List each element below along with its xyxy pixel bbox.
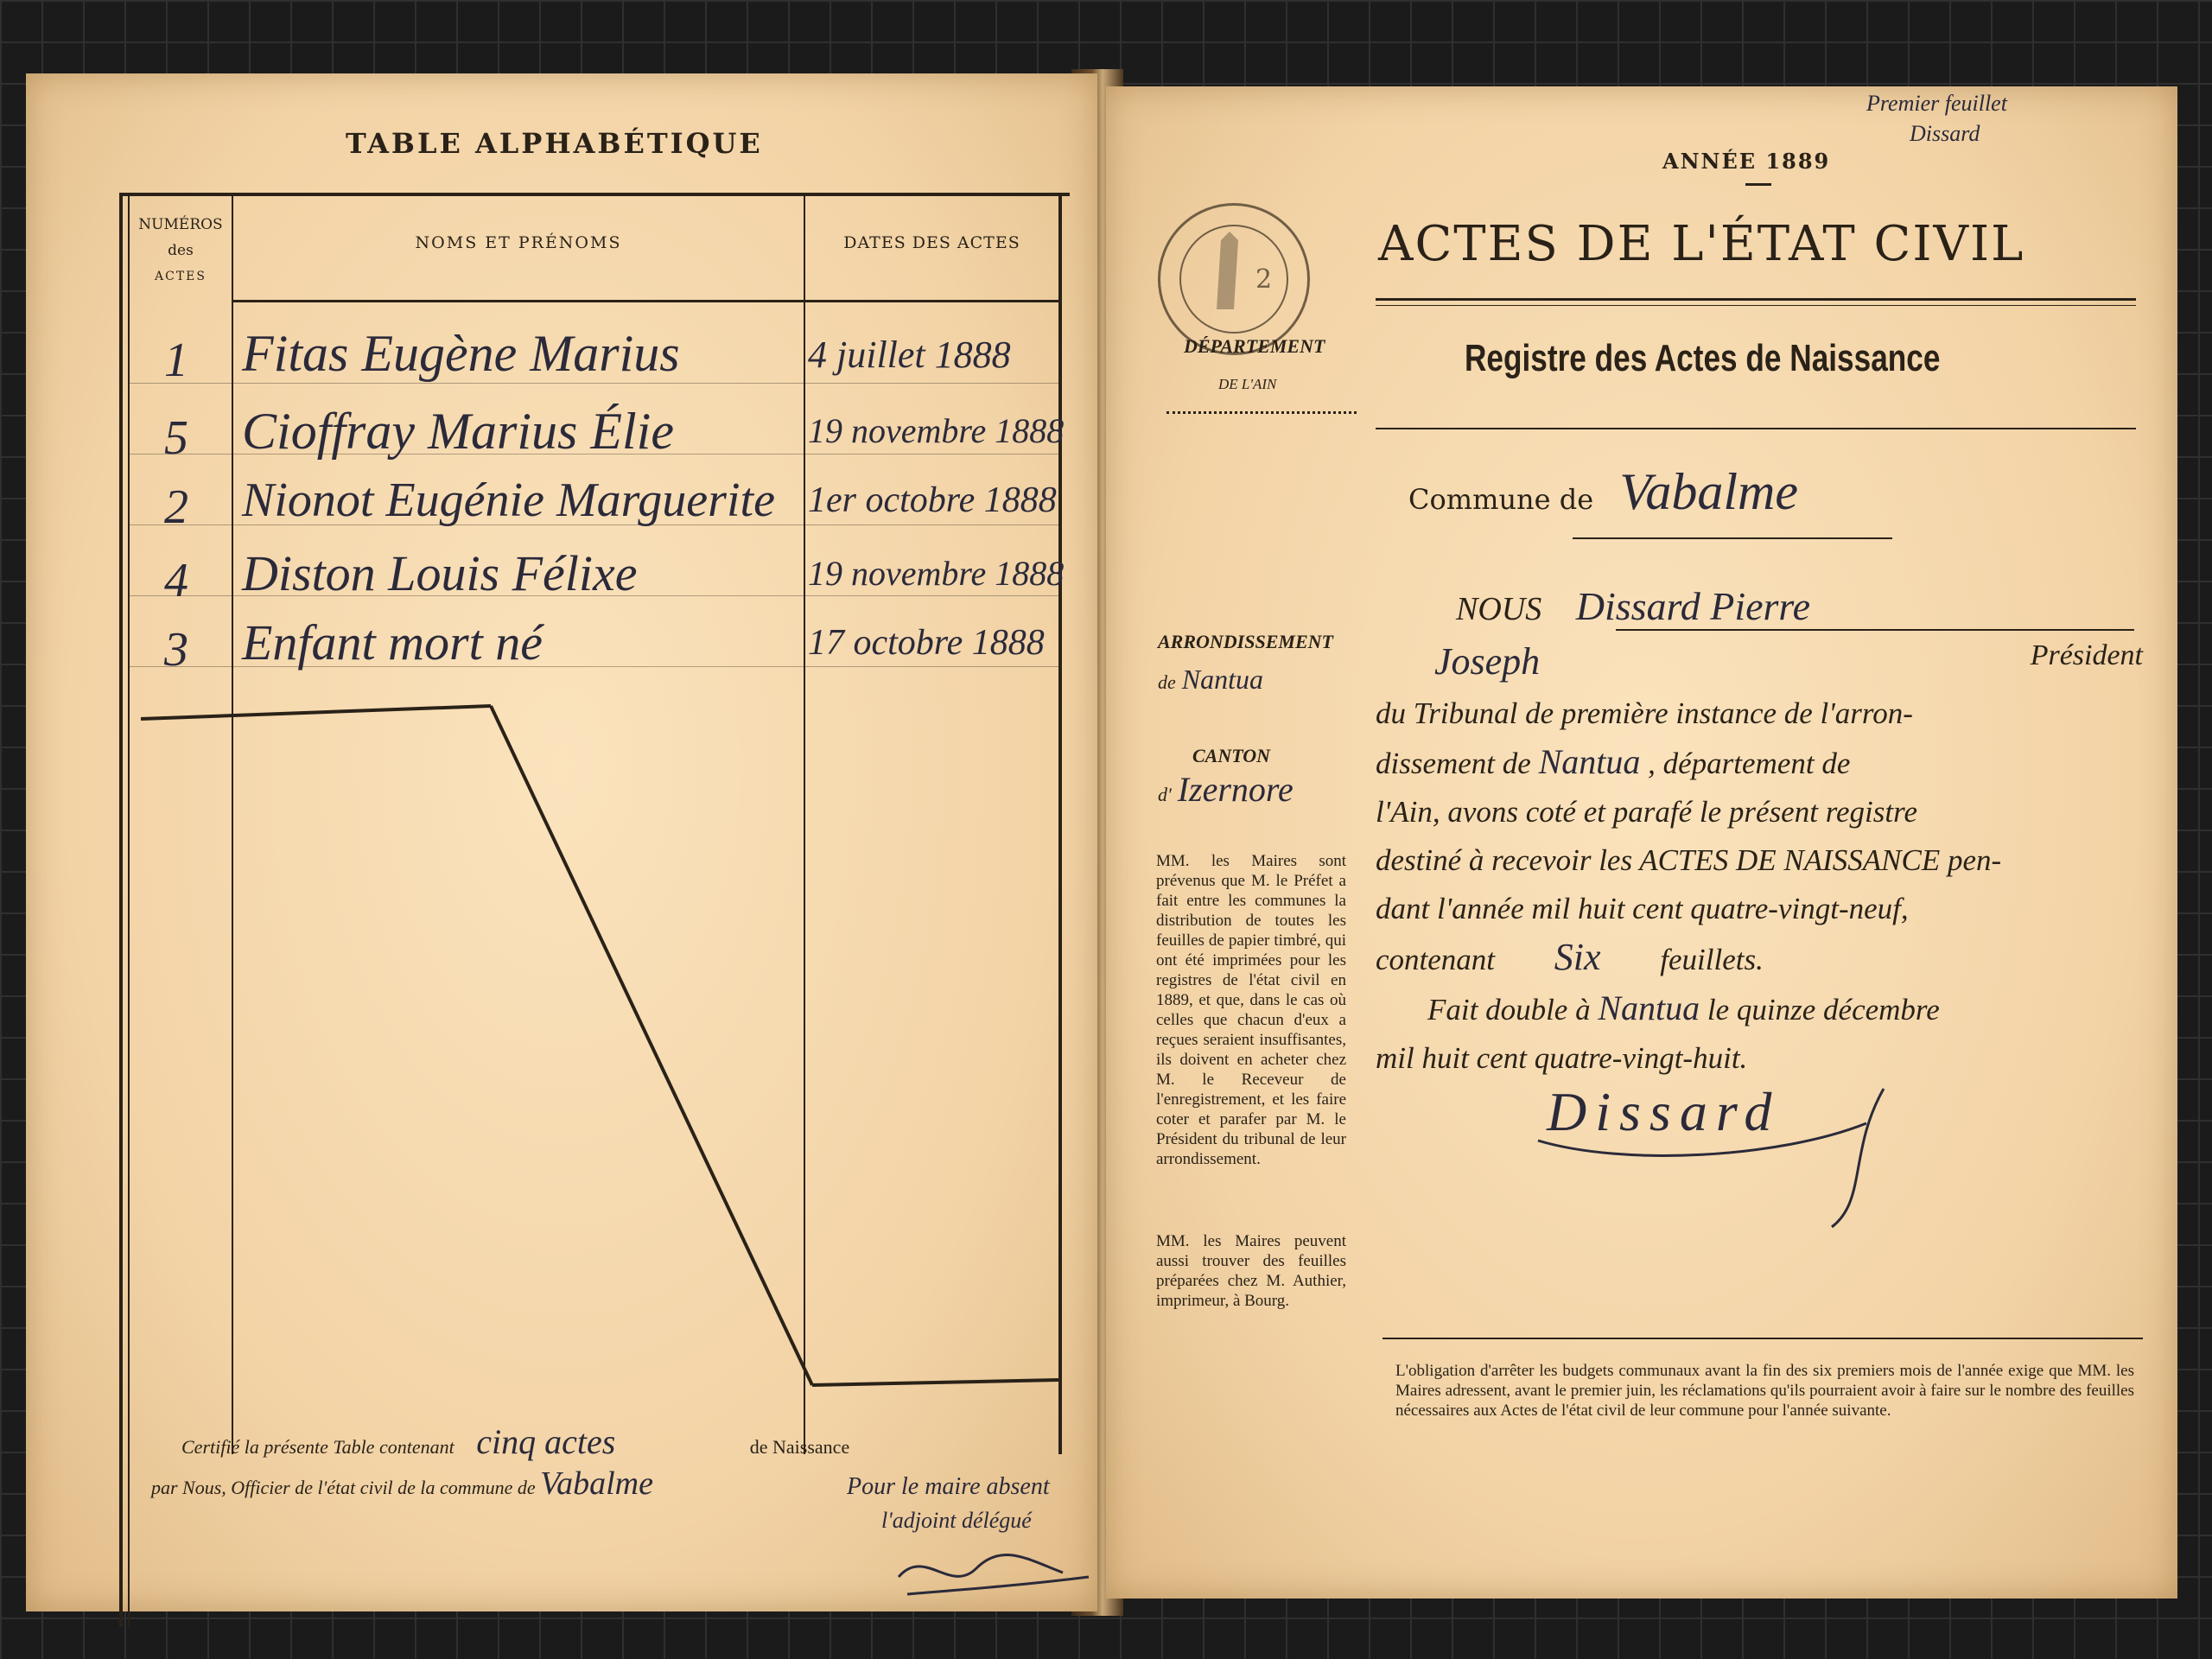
row-name: Enfant mort né — [242, 614, 543, 671]
row-date: 1er octobre 1888 — [808, 480, 1057, 520]
nous-row — [1456, 583, 1810, 629]
canton-value: Izernore — [1177, 770, 1294, 809]
fiscal-stamp — [1158, 203, 1310, 355]
arrondissement-row — [1158, 664, 1263, 696]
row-name: Fitas Eugène Marius — [242, 325, 680, 382]
body-line: l'Ain, avons coté et parafé le présent registre — [1376, 795, 1917, 829]
dates-header: DATES DES ACTES — [843, 233, 1020, 252]
row-name: Cioffray Marius Élie — [242, 403, 674, 460]
row-date: 17 octobre 1888 — [808, 623, 1045, 663]
subtitle-rule — [1376, 428, 2136, 429]
hand-value: Nantua — [1538, 742, 1641, 781]
body-line: contenant Six feuillets. — [1376, 936, 1764, 978]
body-line: du Tribunal de première instance de l'arron- — [1376, 696, 1913, 730]
row-number: 3 — [164, 623, 188, 677]
cert-note-1: Pour le maire absent — [847, 1473, 1050, 1500]
arrondissement-label: ARRONDISSEMENT — [1158, 631, 1333, 652]
row-date: 4 juillet 1888 — [808, 334, 1011, 376]
numeros-header: NUMÉROS des ACTES — [138, 216, 223, 283]
president-signature: Dissard — [1547, 1081, 1781, 1142]
top-note-1: Premier feuillet — [1866, 91, 2007, 116]
cert-text: Certifié la présente Table contenant — [181, 1436, 454, 1458]
stamp-department: DÉPARTEMENT — [1184, 335, 1325, 357]
cert-suffix: de Naissance — [749, 1436, 850, 1458]
mayor-signature — [890, 1542, 1097, 1611]
commune-value: Vabalme — [1619, 463, 1798, 520]
stamp-de-l-ain: DE L'AIN — [1218, 376, 1277, 392]
cert-note-2: l'adjoint délégué — [881, 1508, 1032, 1533]
row-name: Diston Louis Félixe — [242, 545, 638, 601]
body-president-row — [1382, 639, 2143, 683]
body-text — [1376, 690, 2001, 1083]
signature-flourish — [1521, 1071, 1936, 1236]
cert-commune: Vabalme — [540, 1465, 653, 1502]
svg-text:2: 2 — [1255, 264, 1273, 295]
body-line: Fait double à Nantua le quinze décembre — [1427, 988, 1940, 1027]
ornament — [1745, 183, 1771, 186]
footer-note: L'obligation d'arrêter les budgets communaux avant la fin des six premiers mois de l'année exige que MM. les Maires adressent, avant le premier juin, les réclamations qu'ils pourraient avoir à faire sur le nombre des feuilles nécessaires aux Actes de l'état civil de leur commune pour l'année suivante. — [1395, 1362, 2134, 1420]
canton-label: CANTON — [1192, 745, 1271, 766]
nous-label: NOUS — [1456, 591, 1542, 627]
body-line: mil huit cent quatre-vingt-huit. — [1376, 1041, 1748, 1075]
title-rule-thin — [1376, 305, 2136, 306]
main-title: ACTES DE L'ÉTAT CIVIL — [1378, 216, 2025, 272]
row-number: 5 — [164, 411, 188, 465]
right-page — [1106, 86, 2177, 1599]
nous-name-2: Joseph — [1434, 640, 1541, 683]
body-line: destiné à recevoir les ACTES DE NAISSANCE pen- — [1376, 843, 2002, 877]
row-number: 4 — [164, 554, 188, 607]
row-date: 19 novembre 1888 — [808, 411, 1065, 450]
table-title: TABLE ALPHABÉTIQUE — [346, 127, 763, 160]
cert-text: par Nous, Officier de l'état civil de la commune de — [151, 1477, 536, 1498]
row-number: 2 — [164, 480, 188, 534]
commune-rule — [1573, 537, 1892, 539]
hand-value: Nantua — [1598, 988, 1700, 1027]
row-number: 1 — [164, 334, 188, 387]
nous-name: Dissard Pierre — [1575, 584, 1811, 628]
ornament-rule — [1166, 411, 1357, 419]
footer-rule — [1382, 1338, 2143, 1339]
commune-row — [1408, 462, 1798, 522]
arrondissement-prefix: de — [1158, 671, 1176, 693]
year-heading: ANNÉE 1889 — [1662, 149, 1831, 174]
side-note-2: MM. les Maires peuvent aussi trouver des feuilles préparées chez M. Authier, imprimeur, à Bourg. — [1156, 1232, 1346, 1310]
noms-header: NOMS ET PRÉNOMS — [415, 233, 622, 252]
top-note-2: Dissard — [1910, 121, 1980, 146]
canton-row — [1158, 769, 1294, 810]
arrondissement-value: Nantua — [1181, 664, 1263, 695]
register-subtitle: Registre des Actes de Naissance — [1465, 337, 1941, 379]
certification-line1 — [181, 1421, 849, 1462]
canton-prefix: d' — [1158, 784, 1172, 805]
cert-count: cinq actes — [476, 1422, 616, 1461]
left-page — [26, 73, 1097, 1611]
hand-value: Six — [1554, 936, 1601, 978]
row-date: 19 novembre 1888 — [808, 554, 1065, 593]
stamp-seal-icon — [1160, 206, 1307, 353]
side-note-1: MM. les Maires sont prévenus que M. le Préfet a fait entre les communes la distribution de toutes les feuilles de papier timbré, qui ont été imprimées pour les registres de l'état civil en 1889, et que, dans le cas où celles que chacun d'eux a reçues seraient insuffisantes, ils doivent en acheter chez M. le Receveur de l'enregistrement, et les faire coter et parafer par M. le Président du tribunal de leur arrondissement. — [1156, 852, 1346, 1168]
closing-strike-lines — [26, 73, 1097, 1611]
commune-label: Commune de — [1408, 483, 1594, 516]
certification-line2 — [151, 1465, 653, 1503]
body-line: dissement de Nantua , département de — [1376, 742, 1851, 781]
title-rule — [1376, 298, 2136, 301]
row-name: Nionot Eugénie Marguerite — [242, 474, 775, 527]
body-line: dant l'année mil huit cent quatre-vingt-neuf, — [1376, 892, 1909, 925]
nous-rule — [1616, 629, 2134, 631]
president-label: Président — [2030, 639, 2143, 671]
